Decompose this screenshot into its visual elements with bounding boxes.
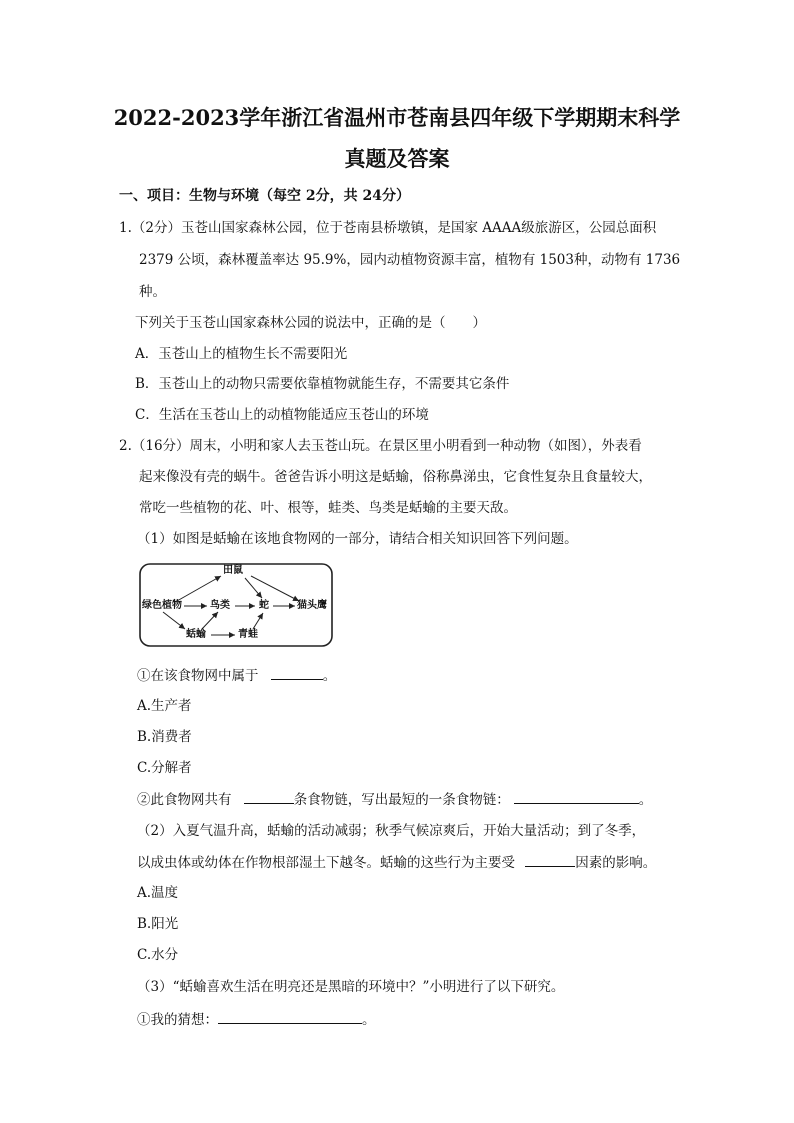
q1-stem-line-3: 种。 (139, 284, 166, 300)
s2-option-a: A.温度 (137, 885, 179, 901)
section-heading: 一、项目：生物与环境（每空 2分，共 24分） (119, 188, 410, 204)
s1-q1-text: ①在该食物网中属于 (137, 668, 259, 684)
answer-blank-chain[interactable] (514, 789, 639, 804)
s1-option-c: C.分解者 (137, 760, 192, 776)
s2-option-c: C.水分 (137, 947, 179, 963)
s1-q1-line (137, 665, 336, 686)
answer-blank-guess[interactable] (218, 1009, 362, 1024)
arrow-mouse-snake (245, 578, 262, 598)
node-snake: 蛇 (259, 600, 269, 611)
s1-option-a: A.生产者 (137, 698, 192, 714)
q1-option-a: A．玉苍山上的植物生长不需要阳光 (135, 346, 348, 362)
s1-option-b: B.消费者 (137, 729, 192, 745)
arrow-slug-bird (202, 612, 218, 629)
node-slug: 蛞蝓 (186, 629, 206, 640)
node-owl: 猫头鹰 (297, 600, 327, 611)
arrow-mouse-owl (251, 576, 299, 601)
page-title-line-1: 2022-2023学年浙江省温州市苍南县四年级下学期期末科学 (113, 105, 681, 130)
s3-q1-line (137, 1009, 376, 1030)
q2-stem-line-1: 2.（16分）周末，小明和家人去玉苍山玩。在景区里小明看到一种动物（如图），外表看 (119, 438, 642, 454)
q2-sub2-text: 以成虫体或幼体在作物根部湿土下越冬。蛞蝓的这些行为主要受 (137, 855, 515, 871)
s3-q1-text: ①我的猜想： (137, 1012, 218, 1028)
q2-sub1: （1）如图是蛞蝓在该地食物网的一部分，请结合相关知识回答下列问题。 (137, 531, 578, 547)
q1-prompt: 下列关于玉苍山国家森林公园的说法中，正确的是（ ） (135, 315, 486, 331)
q2-stem-line-2: 起来像没有壳的蜗牛。爸爸告诉小明这是蛞蝓，俗称鼻涕虫，它食性复杂且食量较大， (139, 469, 652, 485)
node-plant: 绿色植物 (142, 600, 182, 611)
q1-stem-line-1: 1.（2分）玉苍山国家森林公园，位于苍南县桥墩镇，是国家 AAAA级旅游区，公园总面积 (119, 220, 657, 236)
node-bird: 鸟类 (210, 600, 230, 611)
s1-q1-end: 。 (322, 668, 337, 684)
answer-blank-role[interactable] (271, 665, 323, 680)
answer-blank-count[interactable] (244, 789, 294, 804)
q2-sub2-line-1: （2）入夏气温升高，蛞蝓的活动减弱；秋季气候凉爽后，开始大量活动；到了冬季， (137, 823, 646, 839)
answer-blank-factor[interactable] (525, 852, 575, 867)
s1-q2-text-a: ②此食物网共有 (137, 792, 232, 808)
s1-q2-text-b: 条食物链，写出最短的一条食物链： (293, 792, 510, 808)
q2-sub3: （3）“蛞蝓喜欢生活在明亮还是黑暗的环境中？”小明进行了以下研究。 (137, 979, 565, 995)
arrow-plant-mouse (177, 576, 221, 601)
arrow-plant-slug (163, 612, 185, 629)
node-mouse: 田鼠 (223, 565, 243, 576)
food-web-diagram (139, 563, 333, 647)
node-frog: 青蛙 (238, 629, 258, 640)
page-title-line-2: 真题及答案 (344, 146, 450, 171)
q2-sub2-tail: 因素的影响。 (575, 855, 657, 871)
s2-option-b: B.阳光 (137, 916, 179, 932)
q2-sub2-line-2 (137, 852, 656, 873)
q1-option-c: C．生活在玉苍山上的动植物能适应玉苍山的环境 (135, 407, 429, 423)
arrow-frog-snake (253, 613, 263, 629)
s1-q2-line (137, 789, 652, 810)
q2-stem-line-3: 常吃一些植物的花、叶、根等，蛙类、鸟类是蛞蝓的主要天敌。 (139, 500, 517, 516)
s1-q2-end: 。 (638, 792, 653, 808)
q1-option-b: B．玉苍山上的动物只需要依靠植物就能生存，不需要其它条件 (135, 376, 510, 392)
s3-q1-end: 。 (362, 1012, 376, 1028)
q1-stem-line-2: 2379 公顷，森林覆盖率达 95.9%，园内动植物资源丰富，植物有 1503种，动物有 1736 (139, 252, 681, 268)
